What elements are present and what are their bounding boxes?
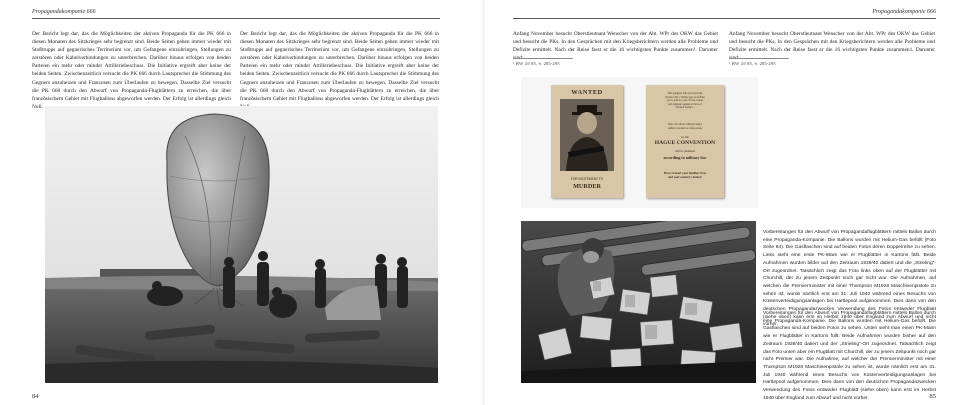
footnote-rule-1 <box>513 58 573 59</box>
left-running-head: Propagandakompanie 666 <box>32 9 96 15</box>
portrait-image <box>560 99 614 171</box>
left-column-1-text: Der Bericht legt dar, das die Möglichkeiten der aktiven Propaganda für die PK 666 in diesen Monaten des Sitzkrieges sehr begrenzt sind. Beide Seiten gehen immer wieder mit Stoßtrupps auf gegnerisches Territorium vor, um Gefangene einzubringen, Stellungen zu zerstören oder Kabelverbindungen zu unterbrechen. Darüber hinaus erfolgen von beiden Parteien ein mehr oder minder Artilleriebeschuss. Die Initiative ergreift aber keine der beiden Seiten. Zwischenzeitlich versucht die PK 666 durch Lautsprecher die Stimmung des Gegners anzuheizen und Franzosen zum Überlaufen zu bewegen. Dasselbe Ziel versucht die PK 666 durch den Abwurf von Propaganda-Flugblättern zu erreichen, die über französischem Gebiet mit Flugballons abgeworfen werden. Der Erfolg ist allerdings gleich Null. <box>32 31 231 110</box>
hague-convention-title: HAGUE CONVENTION <box>654 140 716 146</box>
left-header-rule <box>32 18 440 19</box>
hague-convention-suffix: will be punished <box>675 149 695 153</box>
hague-closing-line: and your country's future! <box>668 175 702 179</box>
wanted-leaflet <box>551 85 623 198</box>
hague-mid-line: Who ever shoots without being a <box>667 123 703 126</box>
left-column-2-text: Der Bericht legt dar, das die Möglichkeiten der aktiven Propaganda für die PK 666 in diesen Monaten des Sitzkrieges sehr begrenzt sind. Beide Seiten gehen immer wieder mit Stoßtrupps auf gegnerisches Territorium vor, um Gefangene einzubringen, Stellungen zu zerstören oder Kabelverbindungen zu unterbrechen. Darüber hinaus erfolgen von beiden Parteien ein mehr oder minder Artilleriebeschuss. Die Initiative ergreift aber keine der beiden Seiten. Zwischenzeitlich versucht die PK 666 durch Lautsprecher die Stimmung des Gegners anzuheizen und Franzosen zum Überlaufen zu bewegen. Dasselbe Ziel versucht die PK 666 durch den Abwurf von Propaganda-Flugblättern zu erreichen, die über französischem Gebiet mit Flugballons abgeworfen werden. Der Erfolg ist allerdings gleich <box>240 31 439 102</box>
hague-intro-line: civilised warfare... <box>675 106 695 110</box>
balloon-photo <box>45 106 438 383</box>
caption-top: Vorbereitungen für den Abwurf von Propagandaflugblättern mittels Ballon durch eine Propaganda-Kompanie. Die Ballons wurden mit Helium-Gas befüllt (Foto Seite 84). Die Gasflaschen sind auf beiden Fotos deren Doppelreihe zu sehen. Links steht eine erste PK-Ware wie er Flugblätter in Kartons fällt. Beide Aufnahmen wurden bilder auf den Zeitraum 1939/40 datiert und die „Strieling“-Ort zugeordnet. Tatsächlich zeigt das Foto links oben auf der Flugblätter mit Churchill, der zu jenem Zeitpunkt noch gar nicht war. Die Aufnahmen, auf welchen die Premierminister mit einer Thompson M1928 Maschinenpistole zu sehen ist, wurde nämlich erst am 31. Juli 1940 während eines Besuchs von Küstenverteidigungsanlagen bei Hartlepool aufgenommen. Dies dann von den deutschen Propagandazwecken Verwendung des Fotos entweder Flugblatt (siehe oben) kann erst im Herbst 1940 über England zum Abwurf und nicht vorher. <box>763 230 936 328</box>
right-page-number: 85 <box>929 393 936 400</box>
right-header-rule <box>513 18 936 19</box>
hague-intro <box>650 92 720 110</box>
leaflets-photo <box>521 77 758 208</box>
wanted-footer-big: MURDER <box>573 183 601 190</box>
wanted-headline: WANTED <box>571 89 603 96</box>
hague-intro-line: This gangster, who you see in his <box>667 92 703 95</box>
hague-closing <box>650 171 720 179</box>
hague-intro-line: you to join in a war of franc-tireurs <box>666 99 704 103</box>
hague-mid <box>650 123 720 130</box>
cartons-photo <box>521 221 756 383</box>
hague-mid-line: soldier is treated as a franc-tireur <box>667 126 703 130</box>
balloon-photo-image <box>45 106 438 383</box>
caption-bottom: Vorbereitungen für den Abwurf von Propagandaflugblättern mittels Ballon durch eine Propaganda-Kompanie. Die Ballons wurden mit Helium-Gas befüllt. Die Gasflaschen sind auf beiden Fotos zu sehen. Unten sieht man einen PK-Mann wie er Flugblätter in Kartons füllt. Beide Aufnahmen wurden bisher auf den Zeitraum 1939/40 datiert und der „Strieling“-Ort zugeordnet. Tatsächlich zeigt das Foto unten aber ein Flugblatt mit Churchill, der zu jenem Zeitpunkt noch gar nicht Premier war. Die Aufnahme, auf welcher der Premierminister mit einer Thompson M1928 Maschinenpistole zu sehen ist, wurde nämlich erst am 31. Juli 1940 während eines Besuchs von Küstenverteidigungsanlagen bei Hartlepool aufgenommen. Dies dann von den deutschen Propagandazwecken Verwendung des Fotos entweder Flugblatt (siehe oben) kann erst im Herbst 1940 über England zum Abwurf und nicht vorher. <box>763 311 936 401</box>
right-running-head: Propagandakompanie 666 <box>872 9 936 15</box>
hague-intro-line: picture with a Tommy gun, is inciting <box>665 95 705 99</box>
cartons-photo-image <box>521 221 756 383</box>
hague-law: according to military law <box>663 155 707 160</box>
right-column-1-text: Anfang November besucht Oberstleutnant Wenscher von der Abt. WPr des OKW das Gebiet und besucht die PKs. In den Gesprächen mit den Kriegsberichtern werden alle Probleme und Defizite ermittelt. Nach der Reise fasst er die 16 wichtigsten Punkte zusammen¹. Darunter <box>513 31 718 54</box>
hague-convention-prefix: by the <box>681 135 689 139</box>
wanted-footer-small: FOR INCITEMENT TO <box>570 177 604 181</box>
left-page-number: 84 <box>32 393 39 400</box>
footnote-rule-2 <box>729 58 789 59</box>
gutter <box>483 0 485 405</box>
right-col2-footnote: ¹ BW 4/I 85, S. 285-295 <box>729 61 776 66</box>
right-col1-footnote: ¹ BW 4/I 85, S. 285-295 <box>513 61 560 66</box>
right-column-2-text: Anfang November besucht Oberstleutnant Wenscher von der Abt. WPr des OKW das Gebiet und besucht die PKs. In den Gesprächen mit den Kriegsberichtern werden alle Probleme und Defizite ermittelt. Nach der Reise fasst er die 16 wichtigsten Punkte zusammen1. Darunter <box>729 31 935 54</box>
hague-intro-line: and gangsters against all laws of <box>668 102 702 106</box>
hague-leaflet <box>646 85 724 198</box>
hague-closing-line: Have at heart your families' lives <box>663 171 707 175</box>
churchill-portrait <box>560 99 614 171</box>
